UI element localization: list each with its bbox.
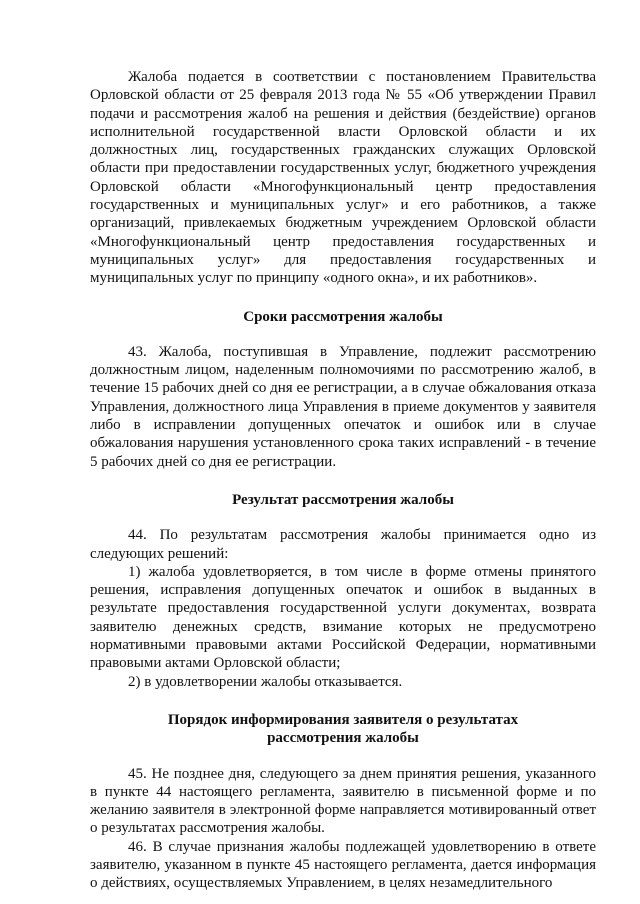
heading-line-1: Порядок информирования заявителя о результатах	[167, 711, 519, 728]
paragraph-46: 46. В случае признания жалобы подлежащей удовлетворению в ответе заявителю, указанном в пункте 45 настоящего регламента, дается информация о действиях, осуществляемых Управлением, в целях незамедлительного	[90, 838, 596, 892]
paragraph-43: 43. Жалоба, поступившая в Управление, подлежит рассмотрению должностным лицом, наделенным полномочиями по рассмотрению жалоб, в течение 15 рабочих дней со дня ее регистрации, а в случае обжалования отказа Управления, должностного лица Управления в приеме документов у заявителя либо в исправлении допущенных опечаток и ошибок или в случае обжалования нарушения установленного срока таких исправлений - в течение 5 рабочих дней со дня ее регистрации.	[90, 343, 596, 470]
section-heading-review-result: Результат рассмотрения жалобы	[232, 491, 454, 508]
heading-line-2: рассмотрения жалобы	[267, 730, 419, 747]
list-item-44-1: 1) жалоба удовлетворяется, в том числе в форме отмены принятого решения, исправления допущенных опечаток и ошибок в выданных в результате предоставления государственной услуги документах, возврата заявителю денежных средств, взимание которых не предусмотрено нормативными правовыми актами Российской Федерации, нормативными правовыми актами Орловской области;	[90, 563, 596, 672]
paragraph-45: 45. Не позднее дня, следующего за днем принятия решения, указанного в пункте 44 настоящего регламента, заявителю в письменной форме и по желанию заявителя в электронной форме направляется мотивированный ответ о результатах рассмотрения жалобы.	[90, 765, 596, 837]
list-item-44-2: 2) в удовлетворении жалобы отказывается.	[128, 673, 403, 690]
intro-paragraph: Жалоба подается в соответствии с постановлением Правительства Орловской области от 25 февраля 2013 года № 55 «Об утверждении Правил подачи и рассмотрения жалоб на решения и действия (бездействие) органов исполнительной государственной власти Орловской области и их должностных лиц, государственных гражданских служащих Орловской области при предоставлении государственных услуг, бюджетного учреждения Орловской области «Многофункциональный центр предоставления государственных и муниципальных услуг» и его работников, а также организаций, привлекаемых бюджетным учреждением Орловской области «Многофункциональный центр предоставления государственных и муниципальных услуг» для предоставления государственных и муниципальных услуг по принципу «одного окна», и их работников».	[90, 69, 596, 287]
section-heading-informing-applicant	[90, 711, 596, 748]
document-body	[90, 68, 596, 893]
paragraph-44: 44. По результатам рассмотрения жалобы принимается одно из следующих решений:	[90, 527, 596, 562]
section-heading-review-terms: Сроки рассмотрения жалобы	[243, 308, 443, 325]
